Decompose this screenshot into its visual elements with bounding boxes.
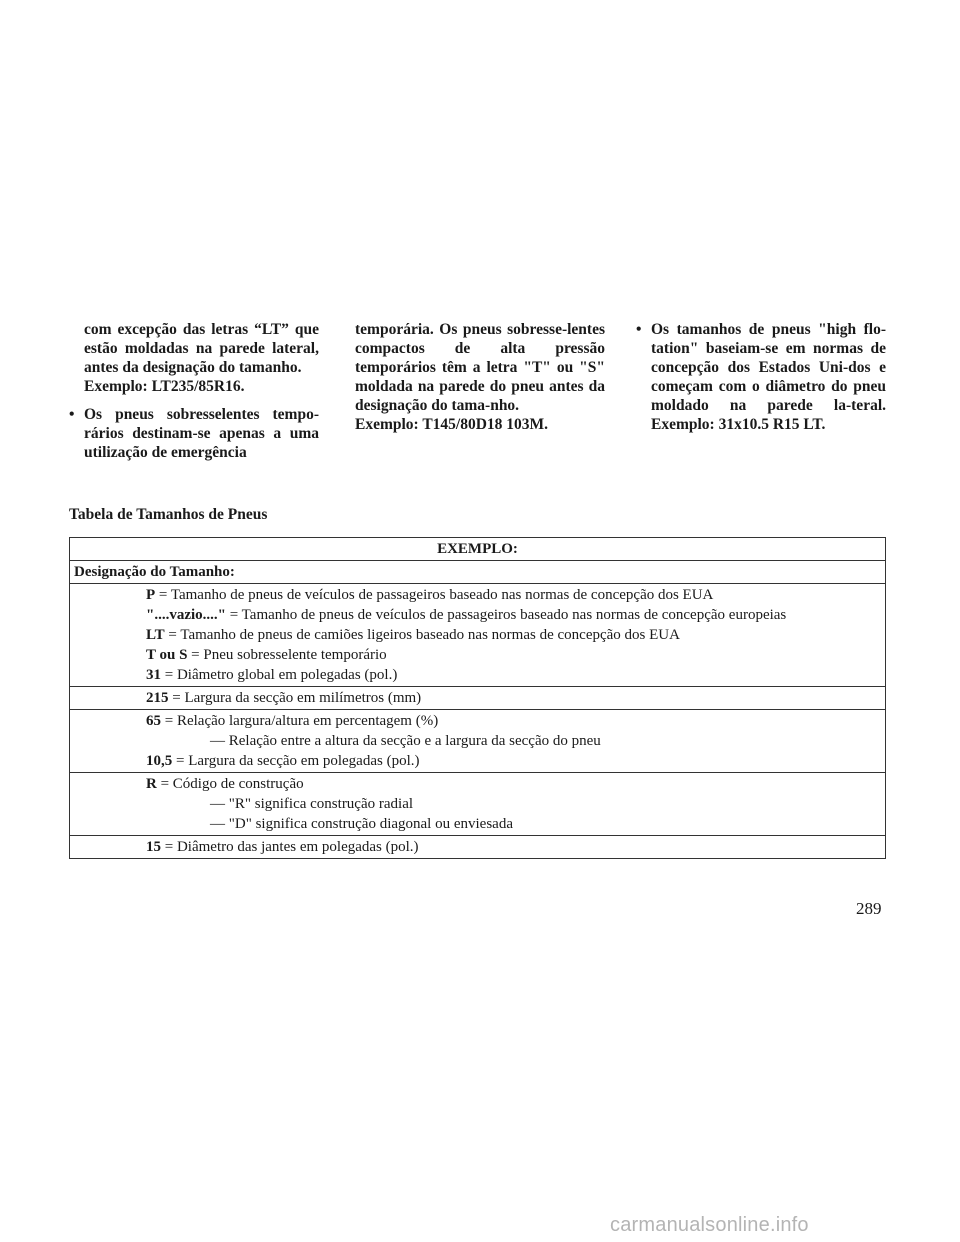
sub-line: — Relação entre a altura da secção e a largura da secção do pneu xyxy=(210,733,601,749)
code: R xyxy=(146,776,157,792)
sub-line: — "D" significa construção diagonal ou enviesada xyxy=(210,816,513,832)
table-header: EXEMPLO: xyxy=(70,538,886,561)
code: "....vazio...." xyxy=(146,607,226,623)
code: P xyxy=(146,587,156,603)
code: LT xyxy=(146,627,165,643)
table-cell xyxy=(70,773,886,836)
bullet-item xyxy=(636,320,886,434)
paragraph-text: temporária. Os pneus sobresse-lentes compactos de alta pressão temporários têm a letra "T" ou "S" moldada na parede do pneu antes da designação do tama-nho. xyxy=(355,321,605,414)
code-line xyxy=(74,774,881,794)
code: T ou S xyxy=(146,647,188,663)
code: 10,5 xyxy=(146,753,173,769)
paragraph-text: com excepção das letras “LT” que estão moldadas na parede lateral, antes da designação do tamanho. xyxy=(84,321,319,376)
code: 65 xyxy=(146,713,161,729)
table-row xyxy=(70,773,886,836)
table-cell xyxy=(70,836,886,859)
tire-size-table xyxy=(69,537,886,859)
table-row xyxy=(70,584,886,687)
table-cell xyxy=(70,710,886,773)
example-text: Exemplo: LT235/85R16. xyxy=(84,378,245,395)
sub-line: — "R" significa construção radial xyxy=(210,796,414,812)
code-line xyxy=(74,711,881,731)
paragraph xyxy=(69,320,319,396)
code-line xyxy=(74,665,881,685)
table-cell xyxy=(70,687,886,710)
code-line xyxy=(74,645,881,665)
code-line xyxy=(74,688,881,708)
designation-label: Designação do Tamanho: xyxy=(70,561,886,584)
bullet-text: Os pneus sobresselentes tempo-rários destinam-se apenas a uma utilização de emergência xyxy=(84,406,319,461)
code-description: = Tamanho de pneus de veículos de passageiros baseado nas normas de concepção dos EUA xyxy=(158,587,714,603)
page-number: 289 xyxy=(856,899,882,918)
code-description: = Diâmetro global em polegadas (pol.) xyxy=(164,667,398,683)
code-line xyxy=(74,605,881,625)
table-title: Tabela de Tamanhos de Pneus xyxy=(69,506,268,523)
table-row xyxy=(70,687,886,710)
code-description: = Tamanho de pneus de camiões ligeiros baseado nas normas de concepção dos EUA xyxy=(168,627,680,643)
bullet-text: Os tamanhos de pneus "high flo-tation" baseiam-se em normas de concepção dos Estados Uni-dos e começam com o diâmetro do pneu moldado na parede la-teral. Exemplo: 31x10.5 R15 LT. xyxy=(651,321,886,433)
code-description: = Relação largura/altura em percentagem (%) xyxy=(164,713,439,729)
code-description: = Código de construção xyxy=(160,776,304,792)
code: 31 xyxy=(146,667,161,683)
table-row xyxy=(70,710,886,773)
code-description: = Largura da secção em polegadas (pol.) xyxy=(176,753,420,769)
code-line xyxy=(74,837,881,857)
example-text: Exemplo: T145/80D18 103M. xyxy=(355,416,549,433)
paragraph xyxy=(355,320,605,434)
bullet-item xyxy=(69,405,319,462)
table-row xyxy=(70,561,886,584)
code-description: = Largura da secção em milímetros (mm) xyxy=(172,690,422,706)
code-line xyxy=(74,585,881,605)
table-row xyxy=(70,836,886,859)
text-column-1 xyxy=(69,320,319,462)
table-row xyxy=(70,538,886,561)
text-column-2 xyxy=(355,320,605,434)
text-column-3 xyxy=(636,320,886,434)
code-line xyxy=(74,625,881,645)
code-description: = Tamanho de pneus de veículos de passageiros baseado nas normas de concepção europeias xyxy=(229,607,787,623)
watermark: carmanualsonline.info xyxy=(610,1214,809,1236)
table-cell xyxy=(70,584,886,687)
code: 215 xyxy=(146,690,169,706)
code-line xyxy=(74,751,881,771)
code: 15 xyxy=(146,839,161,855)
code-description: = Pneu sobresselente temporário xyxy=(191,647,387,663)
code-description: = Diâmetro das jantes em polegadas (pol.) xyxy=(164,839,419,855)
